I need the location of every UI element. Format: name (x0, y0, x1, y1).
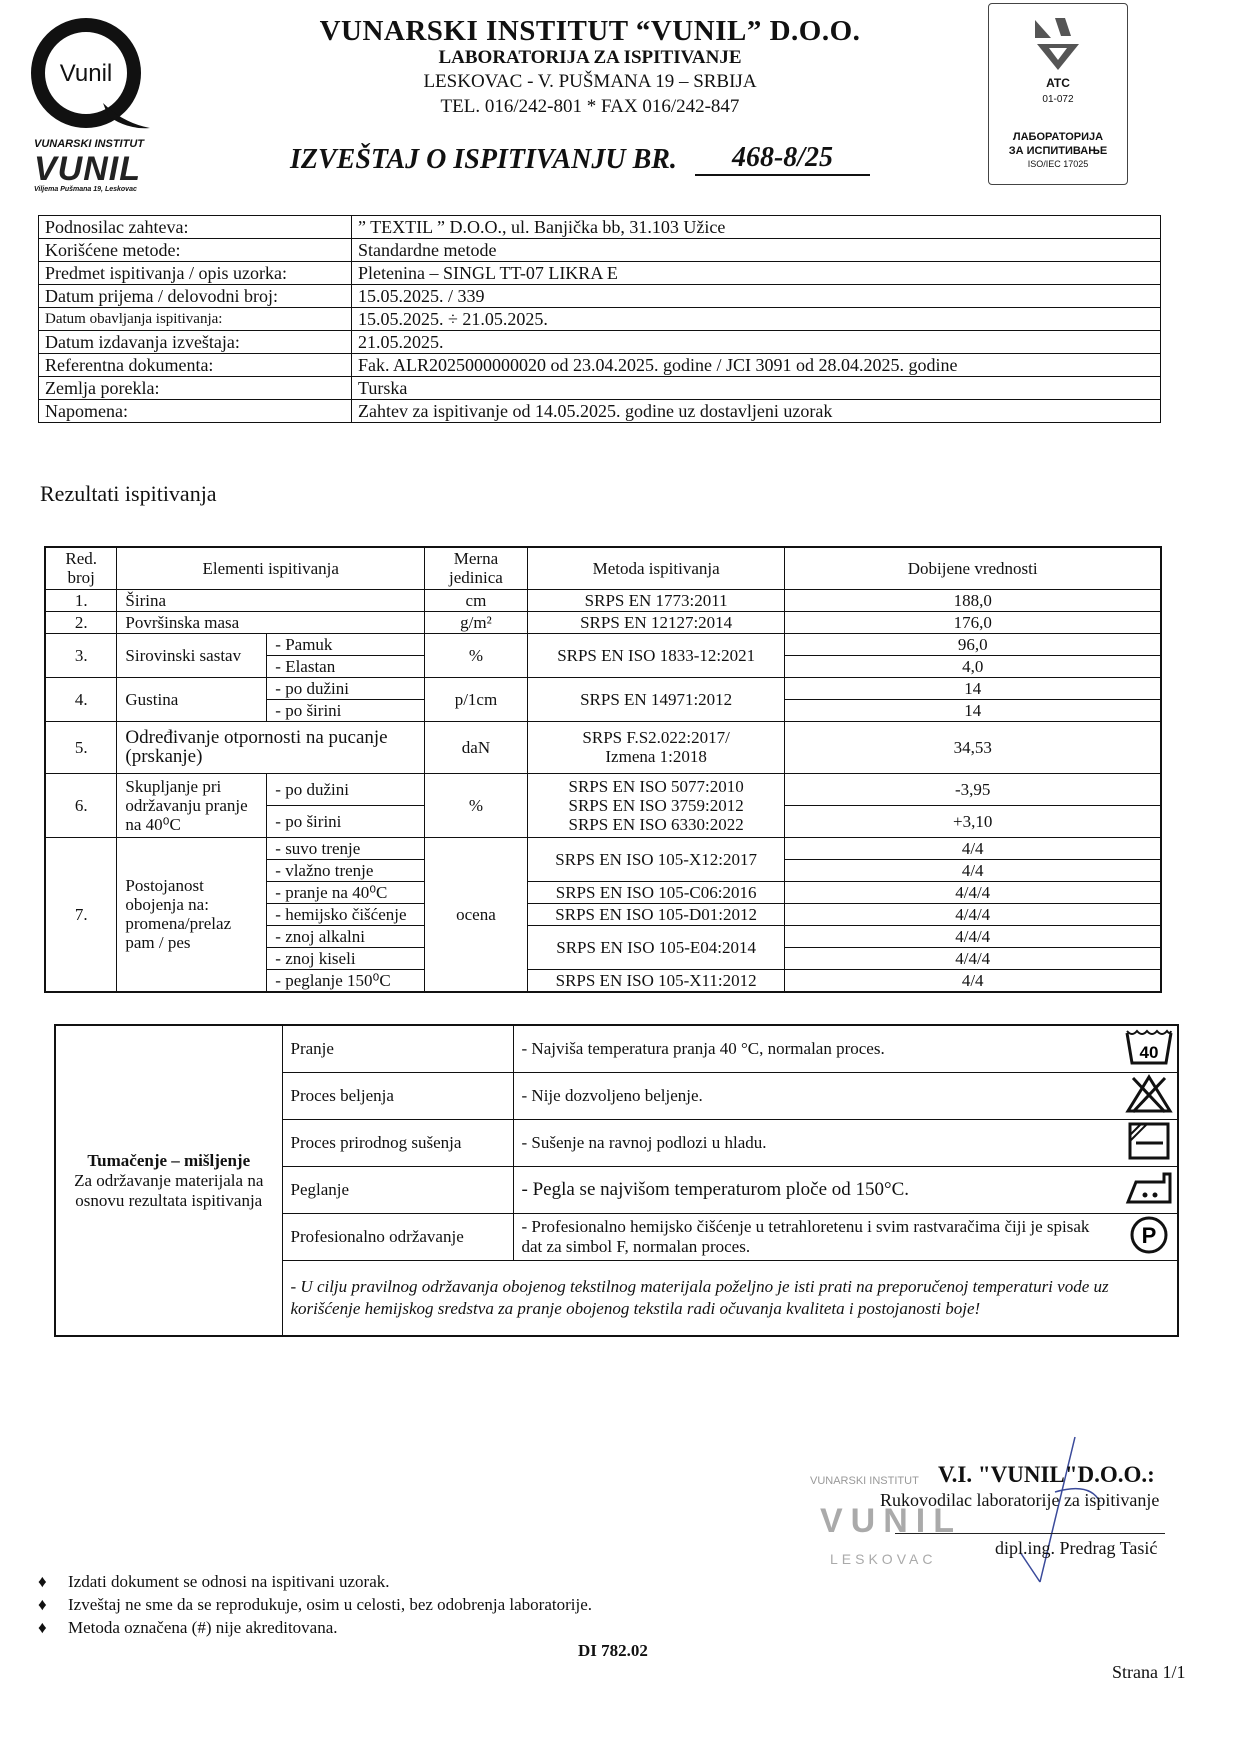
table-row (55, 1025, 1178, 1073)
professional-clean-p-icon (1121, 1214, 1178, 1261)
method-line: SRPS EN ISO 3759:2012 (568, 795, 744, 815)
info-value: Fak. ALR2025000000020 od 23.04.2025. godine / JCI 3091 od 28.04.2025. godine (352, 354, 1161, 377)
table-row (45, 721, 1161, 773)
info-value: 15.05.2025. / 339 (352, 285, 1161, 308)
row-value: 176,0 (785, 611, 1161, 633)
signature-line (895, 1533, 1165, 1534)
row-element: Površinska masa (117, 611, 425, 633)
care-label: Proces beljenja (282, 1073, 513, 1120)
info-key: Datum obavljanja ispitivanja: (39, 308, 352, 331)
table-row (39, 285, 1161, 308)
row-unit: % (425, 773, 528, 837)
row-value: 34,53 (785, 721, 1161, 773)
row-element: Određivanje otpornosti na pucanje (prskanje) (117, 721, 425, 773)
row-unit: p/1cm (425, 677, 528, 721)
row-sub-element: - po dužini (267, 773, 425, 805)
signature-company: V.I. "VUNIL"D.O.O.: (938, 1462, 1155, 1487)
table-row (39, 308, 1161, 331)
table-row (45, 837, 1161, 859)
atc-lab-text (989, 130, 1127, 158)
row-sub-element: - po širini (267, 699, 425, 721)
care-text: - Pegla se najvišom temperaturom ploče od 150°C. (513, 1167, 1121, 1214)
row-value: 4/4 (785, 859, 1161, 881)
dry-flat-shade-icon (1121, 1120, 1178, 1167)
row-no: 1. (45, 589, 117, 611)
row-value: +3,10 (785, 805, 1161, 837)
report-title: IZVEŠTAJ O ISPITIVANJU BR. (290, 144, 677, 175)
info-key: Referentna dokumenta: (39, 354, 352, 377)
row-sub-element: - znoj alkalni (267, 925, 425, 947)
row-no: 7. (45, 837, 117, 992)
row-method: SRPS EN 1773:2011 (527, 589, 785, 611)
care-text (513, 1214, 1121, 1261)
table-row (45, 589, 1161, 611)
info-key: Podnosilac zahteva: (39, 216, 352, 239)
lab-subtitle: LABORATORIJA ZA ISPITIVANJE (438, 47, 742, 68)
info-value: 15.05.2025. ÷ 21.05.2025. (352, 308, 1161, 331)
row-sub-element: - po dužini (267, 677, 425, 699)
accreditation-badge (988, 3, 1128, 185)
info-key: Korišćene metode: (39, 239, 352, 262)
row-method: SRPS EN ISO 105-X11:2012 (527, 969, 785, 992)
info-key: Predmet ispitivanja / opis uzorka: (39, 262, 352, 285)
info-value: ” TEXTIL ” D.O.O., ul. Banjička bb, 31.103 Užice (352, 216, 1161, 239)
stamp-city-text: LESKOVAC (830, 1551, 937, 1567)
page-number: Strana 1/1 (1112, 1662, 1186, 1682)
table-row (45, 611, 1161, 633)
row-value: 14 (785, 699, 1161, 721)
footnote-bullet: ♦ (38, 1618, 47, 1637)
atc-mark-icon (1031, 16, 1085, 72)
info-value: Pletenina – SINGL TT-07 LIKRA E (352, 262, 1161, 285)
table-row (39, 331, 1161, 354)
no-bleach-icon (1121, 1073, 1178, 1120)
care-label: Profesionalno održavanje (282, 1214, 513, 1261)
care-label: Proces prirodnog sušenja (282, 1120, 513, 1167)
row-value: 4/4/4 (785, 881, 1161, 903)
footnote (38, 1618, 338, 1638)
row-element: Sirovinski sastav (117, 633, 267, 677)
table-row (39, 354, 1161, 377)
table-header-row (45, 547, 1161, 589)
col-header-method: Metoda ispitivanja (527, 547, 785, 589)
lab-phone: TEL. 016/242-801 * FAX 016/242-847 (440, 96, 740, 117)
results-heading: Rezultati ispitivanja (40, 481, 217, 506)
row-method: SRPS EN 12127:2014 (527, 611, 785, 633)
table-row (39, 239, 1161, 262)
info-value: Standardne metode (352, 239, 1161, 262)
atc-line2: ЗА ИСПИТИВАЊЕ (1008, 145, 1108, 157)
row-unit: daN (425, 721, 528, 773)
row-sub-element: - hemijsko čišćenje (267, 903, 425, 925)
row-method: SRPS EN ISO 105-C06:2016 (527, 881, 785, 903)
row-unit: % (425, 633, 528, 677)
table-row (45, 633, 1161, 655)
wash-40-icon (1121, 1025, 1178, 1073)
row-element: Skupljanje pri održavanju pranje na 40⁰C (117, 773, 267, 837)
info-value: 21.05.2025. (352, 331, 1161, 354)
row-no: 5. (45, 721, 117, 773)
table-row (39, 400, 1161, 423)
lab-address: LESKOVAC - V. PUŠMANA 19 – SRBIJA (423, 71, 757, 92)
row-value: 188,0 (785, 589, 1161, 611)
method-line: SRPS EN ISO 5077:2010 (568, 776, 744, 796)
row-method: SRPS EN ISO 105-D01:2012 (527, 903, 785, 925)
signature-role: Rukovodilac laboratorije za ispitivanje (880, 1490, 1160, 1510)
wash-temp-label: 40 (1139, 1042, 1159, 1062)
row-sub-element: - po širini (267, 805, 425, 837)
row-value: 4/4/4 (785, 947, 1161, 969)
row-element: Širina (117, 589, 425, 611)
footnote-bullet: ♦ (38, 1595, 47, 1614)
care-label: Pranje (282, 1025, 513, 1073)
info-key: Napomena: (39, 400, 352, 423)
row-sub-element: - znoj kiseli (267, 947, 425, 969)
row-value: 96,0 (785, 633, 1161, 655)
institute-address-small: Viljema Pušmana 19, Leskovac (34, 186, 137, 193)
stamp-top-text: VUNARSKI INSTITUT (810, 1475, 919, 1487)
row-method (527, 773, 785, 837)
method-line: Izmena 1:2018 (605, 747, 707, 766)
row-sub-element: - Pamuk (267, 633, 425, 655)
row-value: 4,0 (785, 655, 1161, 677)
atc-label: ATC (1046, 76, 1070, 90)
iron-icon (1121, 1167, 1178, 1214)
row-element: Postojanost obojenja na: promena/prelaz pam / pes (117, 837, 267, 992)
row-no: 6. (45, 773, 117, 837)
row-unit: ocena (425, 837, 528, 992)
info-key: Zemlja porekla: (39, 377, 352, 400)
institute-small-label: VUNARSKI INSTITUT (34, 138, 144, 150)
institute-brand: VUNIL (34, 150, 141, 188)
atc-line1: ЛАБОРАТОРИЈА (1012, 131, 1104, 143)
row-unit: g/m² (425, 611, 528, 633)
footnote (38, 1572, 390, 1592)
footnote-text: Izdati dokument se odnosi na ispitivani uzorak. (68, 1572, 390, 1591)
row-element: Gustina (117, 677, 267, 721)
footnote-bullet: ♦ (38, 1572, 47, 1591)
footnote-text: Izveštaj ne sme da se reprodukuje, osim u celosti, bez odobrenja laboratorije. (68, 1595, 592, 1614)
report-number: 468-8/25 (695, 142, 870, 176)
pro-letter: P (1141, 1222, 1157, 1248)
table-row (45, 677, 1161, 699)
row-value: 4/4/4 (785, 925, 1161, 947)
row-no: 3. (45, 633, 117, 677)
footnote-text: Metoda označena (#) nije akreditovana. (68, 1618, 338, 1637)
care-text: - Nije dozvoljeno beljenje. (513, 1073, 1121, 1120)
col-header-value: Dobijene vrednosti (785, 547, 1161, 589)
document-code: DI 782.02 (578, 1641, 648, 1660)
row-sub-element: - vlažno trenje (267, 859, 425, 881)
atc-standard: ISO/IEC 17025 (1027, 159, 1089, 169)
row-method: SRPS EN ISO 105-E04:2014 (527, 925, 785, 969)
vunil-logo (28, 18, 153, 138)
signature-scribble (1000, 1432, 1110, 1597)
care-text: - Najviša temperatura pranja 40 °C, normalan proces. (513, 1025, 1121, 1073)
row-value: 4/4 (785, 969, 1161, 992)
col-header-elements: Elementi ispitivanja (117, 547, 425, 589)
stamp-brand-text: VUNIL (820, 1502, 962, 1540)
table-row (39, 262, 1161, 285)
method-line: SRPS EN ISO 6330:2022 (568, 814, 744, 834)
method-line: SRPS F.S2.022:2017/ (582, 728, 730, 747)
info-value: Zahtev za ispitivanje od 14.05.2025. godine uz dostavljeni uzorak (352, 400, 1161, 423)
col-header-unit: Merna jedinica (425, 547, 528, 589)
row-value: 14 (785, 677, 1161, 699)
row-value: -3,95 (785, 773, 1161, 805)
row-value: 4/4/4 (785, 903, 1161, 925)
results-table (44, 546, 1162, 993)
care-text: - Sušenje na ravnoj podlozi u hladu. (513, 1120, 1121, 1167)
row-no: 4. (45, 677, 117, 721)
info-key: Datum izdavanja izveštaja: (39, 331, 352, 354)
report-info-table (38, 215, 1161, 423)
row-method: SRPS EN ISO 105-X12:2017 (527, 837, 785, 881)
row-sub-element: - suvo trenje (267, 837, 425, 859)
row-sub-element: - peglanje 150⁰C (267, 969, 425, 992)
care-text-value: - Profesionalno hemijsko čišćenje u tetrahloretenu i svim rastvaračima čiji je spisak dat za simbol F, normalan proces. (521, 1217, 1090, 1256)
care-label: Peglanje (282, 1167, 513, 1214)
atc-code: 01-072 (1042, 94, 1074, 105)
row-no: 2. (45, 611, 117, 633)
interpretation-title: Tumačenje – mišljenje (87, 1150, 251, 1170)
row-unit: cm (425, 589, 528, 611)
row-sub-element: - pranje na 40⁰C (267, 881, 425, 903)
institute-title: VUNARSKI INSTITUT “VUNIL” D.O.O. (319, 15, 861, 47)
signature-name: dipl.ing. Predrag Tasić (995, 1538, 1158, 1558)
interpretation-subtitle: Za održavanje materijala na osnovu rezultata ispitivanja (74, 1170, 264, 1210)
care-interpretation-table (54, 1024, 1179, 1337)
col-header-no: Red. broj (45, 547, 117, 589)
table-row (45, 773, 1161, 805)
row-method (527, 721, 785, 773)
interpretation-label (55, 1025, 282, 1336)
info-key: Datum prijema / delovodni broj: (39, 285, 352, 308)
table-row (39, 377, 1161, 400)
table-row (39, 216, 1161, 239)
care-note: - U cilju pravilnog održavanja obojenog tekstilnog materijala poželjno je isti prati na preporučenoj temperaturi vode uz korišćenje hemijskog sredstva za pranje obojenog tekstila radi očuvanja kvaliteta i postojanosti boje! (282, 1261, 1178, 1337)
row-method: SRPS EN 14971:2012 (527, 677, 785, 721)
info-value: Turska (352, 377, 1161, 400)
row-method: SRPS EN ISO 1833-12:2021 (527, 633, 785, 677)
logo-text: Vunil (59, 60, 113, 87)
footnote (38, 1595, 592, 1615)
row-value: 4/4 (785, 837, 1161, 859)
row-sub-element: - Elastan (267, 655, 425, 677)
